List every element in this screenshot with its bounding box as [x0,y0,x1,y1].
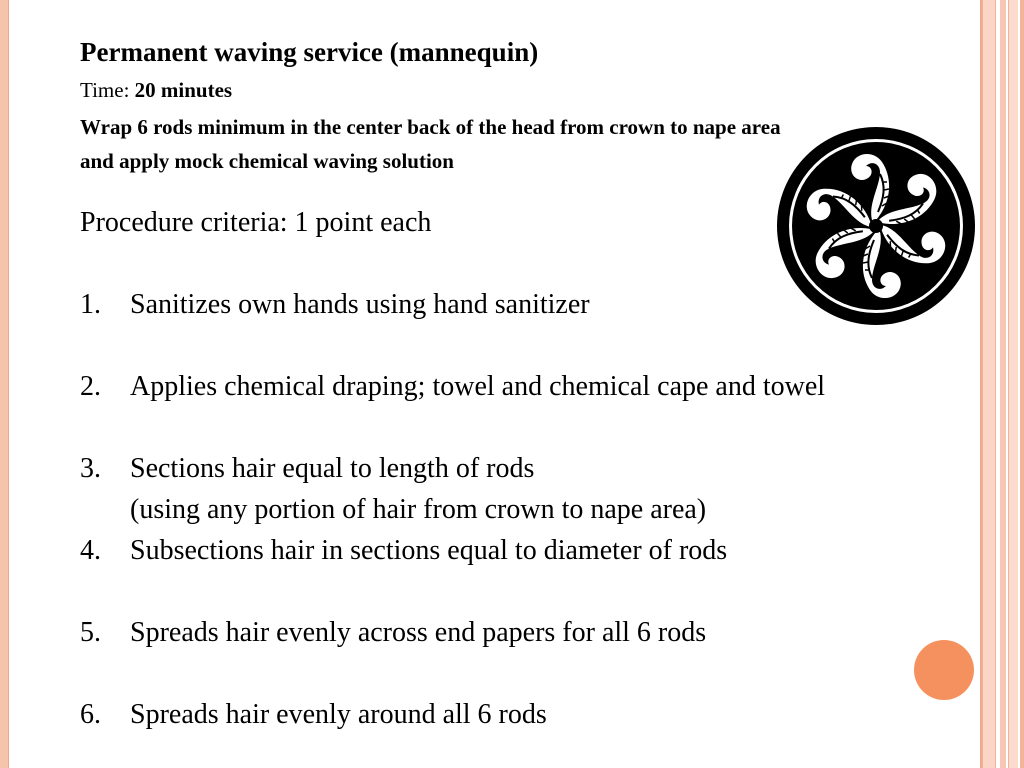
item-text: Sanitizes own hands using hand sanitizer [130,289,590,320]
stripe [982,0,996,768]
item-text: Spreads hair evenly across end papers for all 6 rods [130,617,707,648]
swirl-emblem-icon [776,126,976,326]
item-text: Applies chemical draping; towel and chemical cape and towel [130,371,826,402]
item-text: Spreads hair evenly around all 6 rods [130,699,547,730]
item-number: 4. [80,535,101,566]
orange-circle-icon [914,640,974,700]
item-number: 2. [80,371,101,402]
stripe [1008,0,1018,768]
criteria-heading: Procedure criteria: 1 point each [80,207,432,238]
time-label: Time: [80,78,135,102]
stripe [1020,0,1024,768]
left-border [0,0,9,768]
time-value: 20 minutes [134,78,233,102]
item-text: Subsections hair in sections equal to diameter of rods [130,535,728,566]
stripe [1000,0,1006,768]
slide-title: Permanent waving service (mannequin) [80,37,539,67]
item-number: 3. [80,453,101,484]
item-number: 5. [80,617,101,648]
item-subtext: (using any portion of hair from crown to nape area) [130,494,707,525]
right-border-stripes [978,0,1024,768]
time-line [80,76,232,104]
task-description: Wrap 6 rods minimum in the center back of the head from crown to nape area and apply mock chemical waving solution [80,115,781,173]
item-number: 1. [80,289,101,320]
item-number: 6. [80,699,101,730]
item-text: Sections hair equal to length of rods [130,453,535,484]
